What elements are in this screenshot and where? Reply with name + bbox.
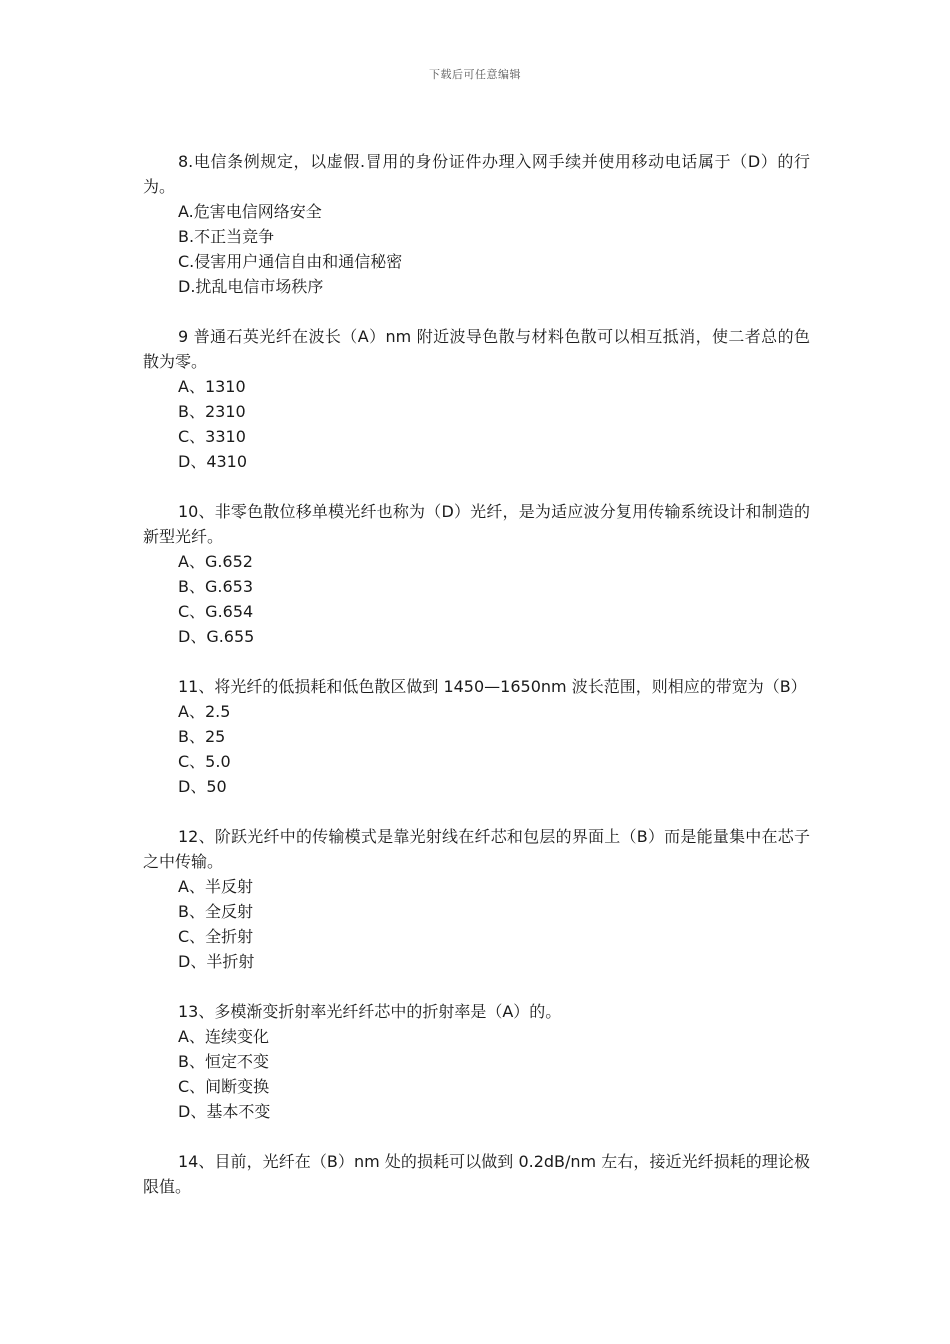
option-b: B、恒定不变 [178,1052,269,1071]
option-b: B、25 [178,727,226,746]
option-b: B.不正当竞争 [178,227,275,246]
question-text: 8.电信条例规定，以虚假.冒用的身份证件办理入网手续并使用移动电话属于（D）的行为。 [143,152,810,196]
question-8 [143,149,810,299]
option-c: C、间断变换 [178,1077,270,1096]
option-d: D、G.655 [178,627,255,646]
option-list [143,874,810,974]
option-list [143,549,810,649]
question-11 [143,674,810,799]
option-c: C、3310 [178,427,246,446]
option-d: D、基本不变 [178,1102,271,1121]
option-a: A、连续变化 [178,1027,269,1046]
option-list [143,199,810,299]
question-text: 14、目前，光纤在（B）nm 处的损耗可以做到 0.2dB/nm 左右，接近光纤损耗的理论极限值。 [143,1152,810,1196]
question-13 [143,999,810,1124]
question-text: 12、阶跃光纤中的传输模式是靠光射线在纤芯和包层的界面上（B）而是能量集中在芯子之中传输。 [143,827,810,871]
option-list [143,1024,810,1124]
option-c: C、G.654 [178,602,254,621]
option-list [143,374,810,474]
question-14 [143,1149,810,1199]
option-list [143,699,810,799]
question-10 [143,499,810,649]
question-9 [143,324,810,474]
option-a: A、1310 [178,377,246,396]
option-c: C、全折射 [178,927,254,946]
document-body [143,149,810,1224]
question-12 [143,824,810,974]
option-d: D、50 [178,777,227,796]
option-b: B、全反射 [178,902,253,921]
option-b: B、2310 [178,402,246,421]
option-a: A.危害电信网络安全 [178,202,322,221]
question-text: 13、多模渐变折射率光纤纤芯中的折射率是（A）的。 [178,1002,562,1021]
option-b: B、G.653 [178,577,254,596]
question-text: 11、将光纤的低损耗和低色散区做到 1450—1650nm 波长范围，则相应的带宽为（B） [178,677,807,696]
option-a: A、半反射 [178,877,253,896]
option-a: A、G.652 [178,552,253,571]
option-d: D.扰乱电信市场秩序 [178,277,324,296]
option-d: D、半折射 [178,952,255,971]
option-d: D、4310 [178,452,248,471]
option-c: C、5.0 [178,752,231,771]
option-c: C.侵害用户通信自由和通信秘密 [178,252,403,271]
option-a: A、2.5 [178,702,231,721]
page-header: 下载后可任意编辑 [429,68,521,81]
question-text: 10、非零色散位移单模光纤也称为（D）光纤，是为适应波分复用传输系统设计和制造的新型光纤。 [143,502,810,546]
question-text: 9 普通石英光纤在波长（A）nm 附近波导色散与材料色散可以相互抵消，使二者总的色散为零。 [143,327,810,371]
